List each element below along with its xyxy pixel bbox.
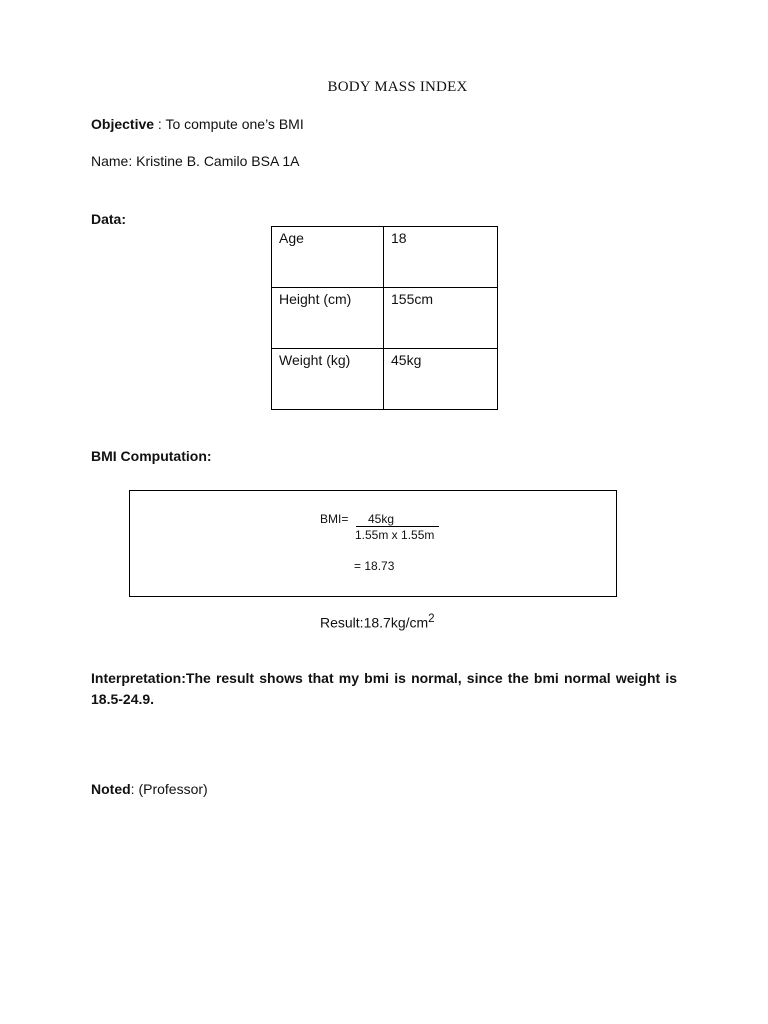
- name-line: Name: Kristine B. Camilo BSA 1A: [91, 153, 300, 169]
- objective-line: [91, 116, 304, 132]
- table-row: [272, 288, 498, 349]
- objective-label: Objective: [91, 116, 155, 132]
- formula-prefix: BMI=: [320, 512, 349, 526]
- data-label: Data:: [91, 211, 127, 227]
- result-superscript: 2: [428, 612, 435, 625]
- result-text: Result:18.7kg/cm: [320, 614, 429, 631]
- table-row: [272, 227, 498, 288]
- result-line: [320, 612, 435, 631]
- table-row: [272, 349, 498, 410]
- data-table: [271, 226, 498, 410]
- objective-text: : To compute one’s BMI: [154, 116, 304, 132]
- noted-text: : (Professor): [130, 781, 208, 797]
- formula-denominator: 1.55m x 1.55m: [355, 528, 435, 542]
- table-cell-value: 155cm: [384, 288, 498, 349]
- interpretation-paragraph: Interpretation:The result shows that my bmi is normal, since the bmi normal weight is 18.5-24.9.: [91, 670, 677, 707]
- formula-box: [129, 490, 617, 597]
- table-cell-value: 18: [384, 227, 498, 288]
- bmi-computation-label: BMI Computation:: [91, 448, 212, 464]
- table-cell-value: 45kg: [384, 349, 498, 410]
- noted-label: Noted: [91, 781, 131, 797]
- table-cell-label: Weight (kg): [272, 349, 384, 410]
- table-cell-label: Age: [272, 227, 384, 288]
- table-cell-label: Height (cm): [272, 288, 384, 349]
- document-title: BODY MASS INDEX: [327, 79, 468, 95]
- formula-numerator: 45kg: [356, 512, 439, 527]
- noted-line: [91, 781, 208, 797]
- formula-result: = 18.73: [354, 559, 395, 573]
